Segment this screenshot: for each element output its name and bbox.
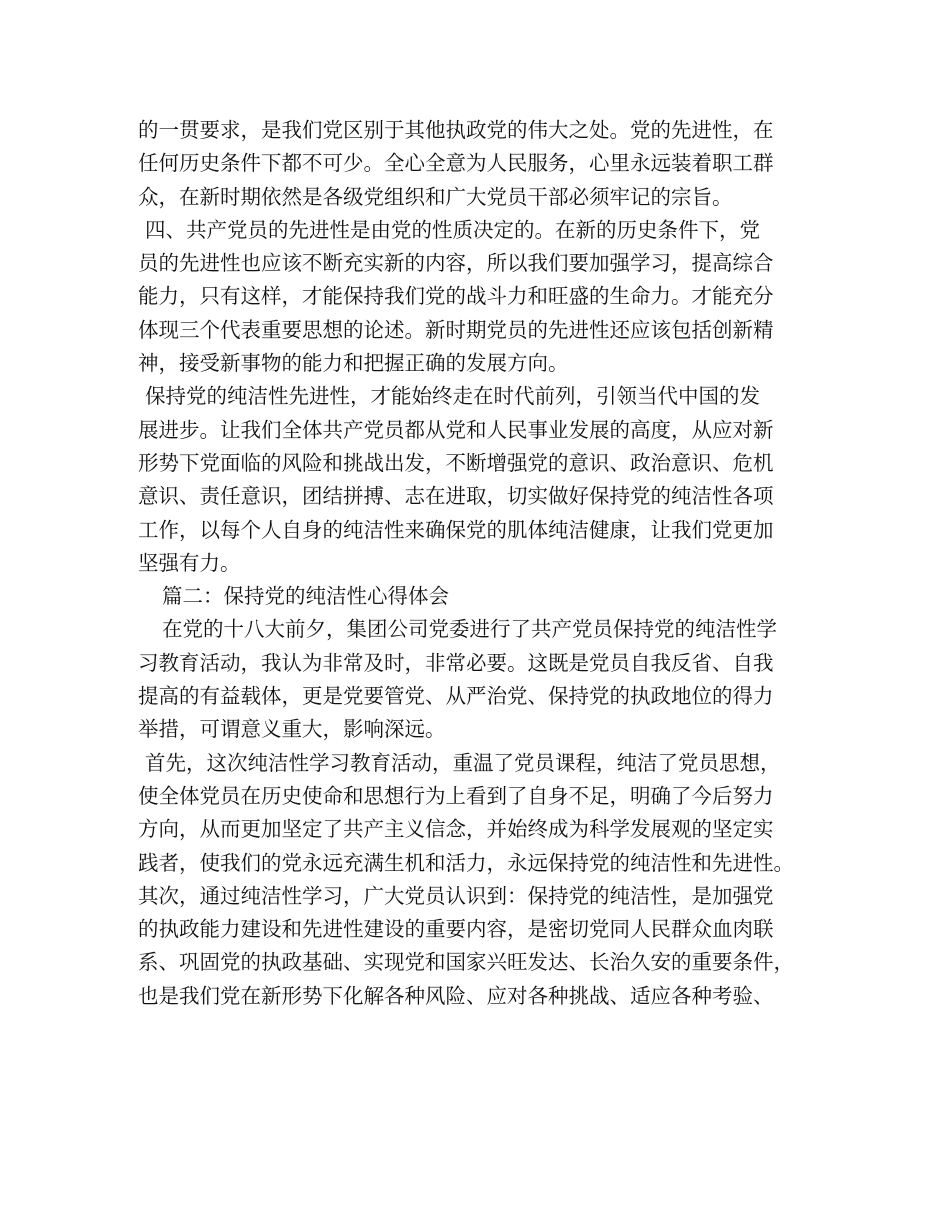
- text-line: 神，接受新事物的能力和把握正确的发展方向。: [138, 351, 569, 376]
- text-line: 保持党的纯洁性先进性，才能始终走在时代前列，引领当代中国的发: [145, 384, 760, 409]
- document-page: [138, 114, 828, 1013]
- text-line: 使全体党员在历史使命和思想行为上看到了自身不足，明确了今后努力: [138, 783, 774, 808]
- text-line: 其次，通过纯洁性学习，广大党员认识到：保持党的纯洁性，是加强党: [138, 883, 774, 908]
- text-line: 提高的有益载体，更是党要管党、从严治党、保持党的执政地位的得力: [138, 684, 774, 709]
- text-line: 践者，使我们的党永远充满生机和活力，永远保持党的纯洁性和先进性。: [138, 850, 794, 875]
- text-line: 形势下党面临的风险和挑战出发，不断增强党的意识、政治意识、危机: [138, 450, 774, 475]
- text-line: 体现三个代表重要思想的论述。新时期党员的先进性还应该包括创新精: [138, 317, 774, 342]
- text-line: 举措，可谓意义重大，影响深远。: [138, 717, 446, 742]
- text-line: 习教育活动，我认为非常及时，非常必要。这既是党员自我反省、自我: [138, 650, 774, 675]
- text-line: 的一贯要求，是我们党区别于其他执政党的伟大之处。党的先进性，在: [138, 118, 774, 142]
- text-line: 展进步。让我们全体共产党员都从党和人民事业发展的高度，从应对新: [138, 417, 774, 442]
- text-line: 任何历史条件下都不可少。全心全意为人民服务，心里永远装着职工群: [138, 151, 774, 176]
- text-line: 意识、责任意识，团结拼搏、志在进取，切实做好保持党的纯洁性各项: [138, 484, 774, 509]
- text-line: 工作，以每个人自身的纯洁性来确保党的肌体纯洁健康，让我们党更加: [138, 517, 774, 542]
- text-line: 首先，这次纯洁性学习教育活动，重温了党员课程，纯洁了党员思想，: [145, 750, 781, 775]
- text-line: 的执政能力建设和先进性建设的重要内容，是密切党同人民群众血肉联: [138, 917, 774, 942]
- text-line: 也是我们党在新形势下化解各种风险、应对各种挑战、适应各种考验、: [138, 983, 774, 1008]
- text-line: 坚强有力。: [138, 550, 241, 575]
- text-line: 在党的十八大前夕，集团公司党委进行了共产党员保持党的纯洁性学: [162, 617, 777, 642]
- text-line: 篇二：保持党的纯洁性心得体会: [162, 584, 449, 609]
- text-line: 四、共产党员的先进性是由党的性质决定的。在新的历史条件下，党: [145, 217, 760, 242]
- text-line: 系、巩固党的执政基础、实现党和国家兴旺发达、长治久安的重要条件，: [138, 950, 794, 975]
- text-line: 能力，只有这样，才能保持我们党的战斗力和旺盛的生命力。才能充分: [138, 284, 774, 309]
- text-line: 员的先进性也应该不断充实新的内容，所以我们要加强学习，提高综合: [138, 251, 774, 276]
- text-line: 方向，从而更加坚定了共产主义信念，并始终成为科学发展观的坚定实: [138, 817, 774, 842]
- text-line: 众，在新时期依然是各级党组织和广大党员干部必须牢记的宗旨。: [138, 184, 733, 209]
